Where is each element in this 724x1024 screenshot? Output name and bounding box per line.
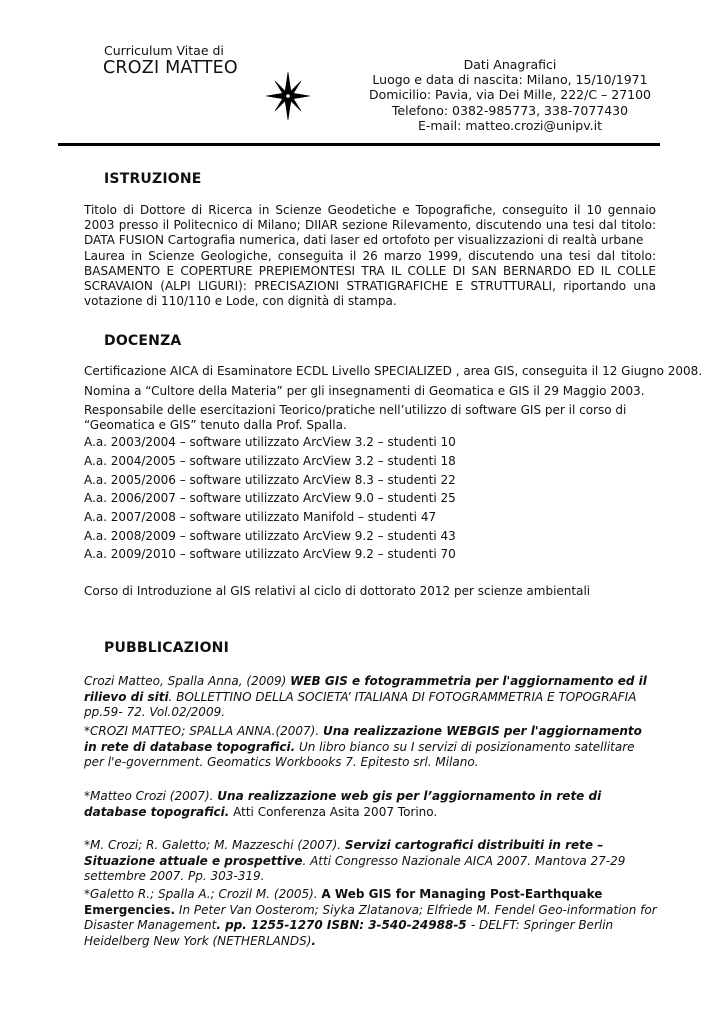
- docenza-nomina: Nomina a “Cultore della Materia” per gli insegnamenti di Geomatica e GIS il 29 Maggio 2003.: [84, 384, 645, 398]
- domicile-info: Domicilio: Pavia, via Dei Mille, 222/C – 27100: [368, 87, 652, 103]
- docenza-year: A.a. 2006/2007 – software utilizzato ArcView 9.0 – studenti 25: [84, 491, 456, 505]
- publication-source: Un libro bianco su I servizi di posizionamento satellitare per l'e-government. Geomatics Workbooks 7. Epitesto srl. Milano.: [84, 739, 635, 769]
- publication-authors: *Galetto R.; Spalla A.; Crozil M. (2005).: [84, 887, 322, 901]
- publication-source: In Peter Van Oosterom; Siyka Zlatanova; Elfriede M. Fendel Geo-information for Disaster Management: [84, 902, 657, 932]
- docenza-corso: Corso di Introduzione al GIS relativi al ciclo di dottorato 2012 per scienze ambientali: [84, 584, 591, 598]
- publication-authors: *M. Crozi; R. Galetto; M. Mazzeschi (2007).: [84, 838, 345, 852]
- publication-title: Una realizzazione WEBGIS per l'aggiornamento in rete di database topografici.: [84, 724, 642, 754]
- docenza-year: A.a. 2005/2006 – software utilizzato ArcView 8.3 – studenti 22: [84, 473, 456, 487]
- publication-item: [84, 789, 658, 820]
- docenza-year: A.a. 2008/2009 – software utilizzato ArcView 9.2 – studenti 43: [84, 529, 456, 543]
- compass-rose-icon: [266, 72, 310, 120]
- birth-info: Luogo e data di nascita: Milano, 15/10/1971: [372, 72, 648, 88]
- publication-publisher: - DELFT: Springer Berlin Heidelberg New York (NETHERLANDS): [84, 918, 614, 948]
- publication-end: .: [311, 933, 316, 948]
- publication-source: . BOLLETTINO DELLA SOCIETA’ ITALIANA DI FOTOGRAMMETRIA E TOPOGRAFIA pp.59- 72. Vol.02/2009.: [84, 689, 637, 719]
- docenza-heading: DOCENZA: [104, 333, 182, 349]
- publication-item: [84, 887, 658, 949]
- publication-item: [84, 674, 658, 721]
- pubblicazioni-heading: PUBBLICAZIONI: [104, 640, 229, 656]
- publication-title: Servizi cartografici distribuiti in rete – Situazione attuale e prospettive: [84, 838, 604, 868]
- publication-authors: Crozi Matteo, Spalla Anna, (2009): [84, 674, 291, 688]
- docenza-year: A.a. 2009/2010 – software utilizzato ArcView 9.2 – studenti 70: [84, 547, 456, 561]
- publication-source: Atti Conferenza Asita 2007 Torino.: [229, 804, 438, 819]
- cv-name: CROZI MATTEO: [103, 58, 238, 78]
- publication-pages: . pp. 1255-1270 ISBN: 3-540-24988-5: [216, 918, 471, 932]
- publication-title: WEB GIS e fotogrammetria per l'aggiornamento ed il rilievo di siti: [84, 674, 647, 704]
- publication-item: [84, 724, 658, 771]
- docenza-year: A.a. 2003/2004 – software utilizzato ArcView 3.2 – studenti 10: [84, 435, 456, 449]
- personal-data-title: Dati Anagrafici: [463, 57, 557, 72]
- docenza-year: A.a. 2007/2008 – software utilizzato Manifold – studenti 47: [84, 510, 437, 524]
- personal-data: [340, 57, 680, 133]
- cv-label: Curriculum Vitae di: [104, 43, 224, 58]
- publication-item: [84, 838, 658, 885]
- publication-authors: *Matteo Crozi (2007).: [84, 789, 218, 803]
- istruzione-laurea: Laurea in Scienze Geologiche, conseguita il 26 marzo 1999, discutendo una tesi dal titolo: BASAMENTO E COPERTURE PREPIEMONTESI TRA IL COLLE DI SAN BERNARDO ED IL COLLE SCRAVAION (ALPI LIGURI): PRECISAZIONI STRATIGRAFICHE E STRUTTURALI, riportando una votazione di 110/110 e Lode, con dignità di stampa.: [84, 249, 656, 308]
- istruzione-phd: Titolo di Dottore di Ricerca in Scienze Geodetiche e Topografiche, conseguito il 10 gennaio 2003 presso il Politecnico di Milano; DIIAR sezione Rilevamento, discutendo una tesi dal titolo: DATA FUSION Cartografia numerica, dati laser ed ortofoto per visualizzazioni di realtà urbane: [84, 203, 656, 247]
- publication-authors: *CROZI MATTEO; SPALLA ANNA.(2007).: [84, 724, 323, 738]
- email-info[interactable]: E-mail: matteo.crozi@unipv.it: [417, 117, 603, 133]
- phone-info: Telefono: 0382-985773, 338-7077430: [391, 102, 629, 118]
- publication-source: . Atti Congresso Nazionale AICA 2007. Mantova 27-29 settembre 2007. Pp. 303-319.: [84, 853, 626, 883]
- docenza-certificazione: Certificazione AICA di Esaminatore ECDL Livello SPECIALIZED , area GIS, conseguita il 12 Giugno 2008.: [84, 364, 703, 378]
- header-divider: [58, 143, 660, 146]
- publication-title: A Web GIS for Managing Post-Earthquake Emergencies.: [84, 887, 603, 917]
- docenza-responsabile: Responsabile delle esercitazioni Teorico/pratiche nell’utilizzo di software GIS per il corso di “Geomatica e GIS” tenuto dalla Prof. Spalla.: [84, 403, 627, 432]
- docenza-year: A.a. 2004/2005 – software utilizzato ArcView 3.2 – studenti 18: [84, 454, 456, 468]
- publication-title: Una realizzazione web gis per l’aggiornamento in rete di database topografici.: [84, 789, 602, 819]
- istruzione-heading: ISTRUZIONE: [104, 171, 202, 187]
